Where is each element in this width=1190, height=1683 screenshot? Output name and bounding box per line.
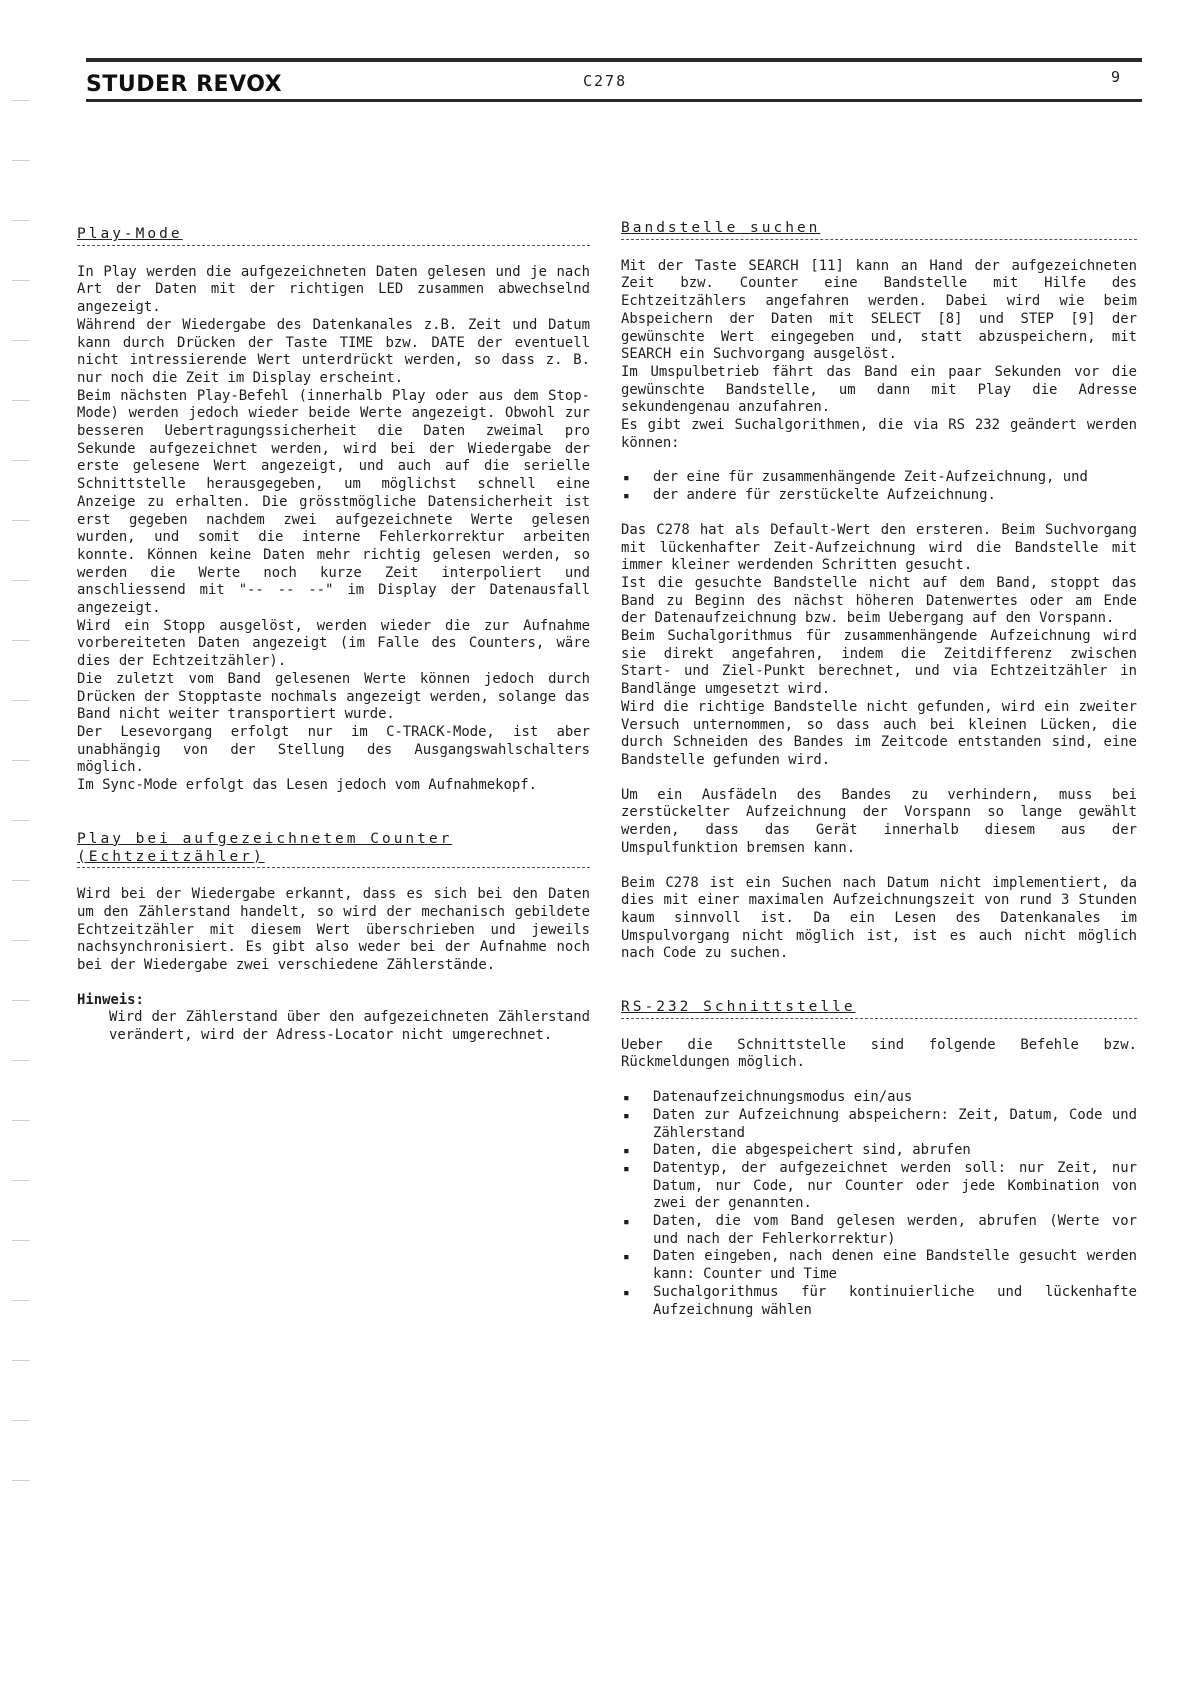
list-item: ▪ Suchalgorithmus für kontinuierliche und lückenhafte Aufzeichnung wählen <box>621 1284 1137 1319</box>
paragraph: Im Umspulbetrieb fährt das Band ein paar Sekunden vor die gewünschte Bandstelle, um dann mit Play die Adresse sekundengenau anzufahren. <box>621 363 1137 416</box>
margin-ticks <box>12 100 34 1540</box>
header-top-rule <box>86 58 1142 62</box>
rs232-command-list <box>621 1089 1137 1319</box>
paragraph: Der Lesevorgang erfolgt nur im C-TRACK-Mode, ist aber unabhängig von der Stellung des Ausgangswahlschalters möglich. <box>77 723 590 776</box>
list-item: ▪ Datenaufzeichnungsmodus ein/aus <box>621 1089 1137 1107</box>
list-item: ▪ Daten, die vom Band gelesen werden, abrufen (Werte vor und nach der Fehlerkorrektur) <box>621 1213 1137 1248</box>
section-heading-counter: Play bei aufgezeichnetem Counter (Echtzeitzähler) <box>77 831 590 868</box>
left-column <box>77 226 590 1045</box>
paragraph: Ist die gesuchte Bandstelle nicht auf dem Band, stoppt das Band zu Beginn des nächst höheren Datenwertes oder am Ende der Datenaufzeichnung bzw. beim Uebergang auf den Vorspann. <box>621 574 1137 627</box>
paragraph: Das C278 hat als Default-Wert den ersteren. Beim Suchvorgang mit lückenhafter Zeit-Aufzeichnung wird die Bandstelle mit immer kleiner werdenden Schritten gesucht. <box>621 521 1137 574</box>
paragraph: Wird ein Stopp ausgelöst, werden wieder die zur Aufnahme vorbereiteten Daten angezeigt (im Falle des Counters, wäre dies der Echtzeitzähler). <box>77 617 590 670</box>
list-item: ▪ der eine für zusammenhängende Zeit-Aufzeichnung, und <box>621 469 1137 487</box>
list-item: ▪ der andere für zerstückelte Aufzeichnung. <box>621 487 1137 505</box>
section-heading-search: Bandstelle suchen <box>621 220 1137 240</box>
model-number: C278 <box>583 72 628 90</box>
list-item: ▪ Daten eingeben, nach denen eine Bandstelle gesucht werden kann: Counter und Time <box>621 1248 1137 1283</box>
paragraph: Ueber die Schnittstelle sind folgende Befehle bzw. Rückmeldungen möglich. <box>621 1036 1137 1071</box>
paragraph: In Play werden die aufgezeichneten Daten gelesen und je nach Art der Daten mit der richtigen LED zusammen abwechselnd angezeigt. <box>77 263 590 316</box>
paragraph: Die zuletzt vom Band gelesenen Werte können jedoch durch Drücken der Stopptaste nochmals angezeigt werden, solange das Band nicht weiter transportiert wurde. <box>77 670 590 723</box>
paragraph: Im Sync-Mode erfolgt das Lesen jedoch vom Aufnahmekopf. <box>77 777 537 794</box>
paragraph: Wird bei der Wiedergabe erkannt, dass es sich bei den Daten um den Zählerstand handelt, so wird der mechanisch gebildete Echtzeitzähler mit diesem Wert überschrieben und jeweils nachsynchronisiert. Es gibt also weder bei der Aufnahme noch bei der Wiedergabe zwei verschiedene Zählerstände. <box>77 886 590 974</box>
paragraph: Beim Suchalgorithmus für zusammenhängende Aufzeichnung wird sie direkt angefahren, indem die Zeitdifferenz zwischen Start- und Ziel-Punkt berechnet, und via Echtzeitzähler in Bandlänge umgesetzt wird. <box>621 628 1137 698</box>
paragraph: Wird die richtige Bandstelle nicht gefunden, wird ein zweiter Versuch unternommen, so dass auch bei kleinen Lücken, die durch Schneiden des Bandes im Zeitcode entstanden sind, eine Bandstelle gefunden wird. <box>621 698 1137 768</box>
list-item: ▪ Daten, die abgespeichert sind, abrufen <box>621 1142 1137 1160</box>
header-bottom-rule <box>86 99 1142 102</box>
paragraph: Mit der Taste SEARCH [11] kann an Hand der aufgezeichneten Zeit bzw. Counter eine Bandstelle mit Hilfe des Echtzeitzählers angefahren werden. Dabei wird wie beim Abspeichern der Daten mit SELECT [8] und STEP [9] der gewünschte Wert eingegeben und, statt abzuspeichern, mit SEARCH ein Suchvorgang ausgelöst. <box>621 257 1137 363</box>
note-label: Hinweis: <box>77 991 144 1008</box>
right-column <box>621 220 1137 1319</box>
paragraph: Beim nächsten Play-Befehl (innerhalb Play oder aus dem Stop-Mode) werden jedoch wieder beide Werte angezeigt. Obwohl zur besseren Uebertragungssicherheit die Daten zweimal pro Sekunde aufgezeichnet werden, wird bei der Wiedergabe der erste gelesene Wert angezeigt, und auch auf die serielle Schnittstelle herausgegeben, um möglichst schnell eine Anzeige zu erhalten. Die grösstmögliche Datensicherheit ist erst gegeben nachdem zwei aufgezeichnete Werte gelesen wurden, und somit die interne Fehlerkorrektur arbeiten konnte. Können keine Daten mehr richtig gelesen werden, so werden die Werte noch kurze Zeit interpoliert und anschliessend mit "-- -- --" im Display der Datenausfall angezeigt. <box>77 387 590 617</box>
section-heading-play-mode: Play-Mode <box>77 226 590 246</box>
paragraph: Um ein Ausfädeln des Bandes zu verhindern, muss bei zerstückelter Aufzeichnung der Vorspann so lange gewählt werden, dass das Gerät innerhalb diesem aus der Umspulfunktion bremsen kann. <box>621 786 1137 856</box>
paragraph: Während der Wiedergabe des Datenkanales z.B. Zeit und Datum kann durch Drücken der Taste TIME bzw. DATE der eventuell nicht intressierende Wert unterdrückt werden, so dass z. B. nur noch die Zeit im Display erscheint. <box>77 316 590 386</box>
list-item: ▪ Datentyp, der aufgezeichnet werden soll: nur Zeit, nur Datum, nur Code, nur Counter oder jede Kombination von zwei der genannten. <box>621 1160 1137 1213</box>
note-text: Wird der Zählerstand über den aufgezeichneten Zählerstand verändert, wird der Adress-Locator nicht umgerechnet. <box>109 1009 590 1044</box>
paragraph: Beim C278 ist ein Suchen nach Datum nicht implementiert, da dies mit einer maximalen Aufzeichnungszeit von rund 3 Stunden kaum sinnvoll ist. Da ein Lesen des Datenkanales im Umspulvorgang nicht möglich ist, ist es auch nicht möglich nach Code zu suchen. <box>621 874 1137 962</box>
brand-logo: STUDER REVOX <box>86 72 283 97</box>
page-number: 9 <box>1111 68 1121 86</box>
paragraph: Es gibt zwei Suchalgorithmen, die via RS 232 geändert werden können: <box>621 417 1137 451</box>
list-item: ▪ Daten zur Aufzeichnung abspeichern: Zeit, Datum, Code und Zählerstand <box>621 1107 1137 1142</box>
search-algorithm-list <box>621 469 1137 504</box>
section-heading-rs232: RS-232 Schnittstelle <box>621 999 1137 1019</box>
